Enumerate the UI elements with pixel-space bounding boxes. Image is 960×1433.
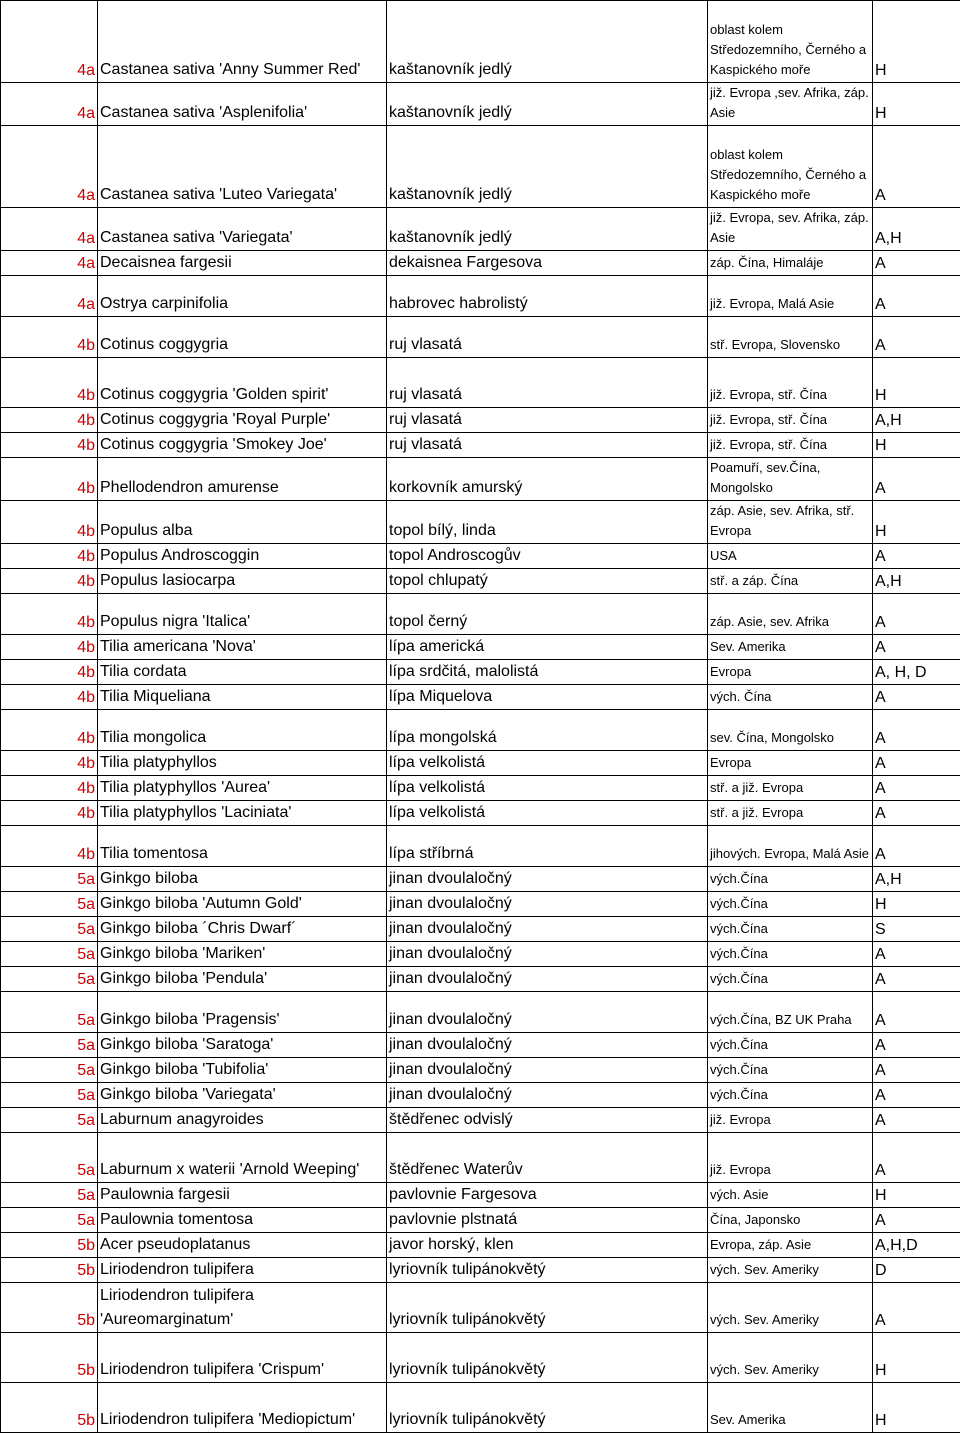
table-row: [1, 126, 960, 208]
czech-name-cell: jinan dvoulaločný: [387, 1058, 708, 1083]
czech-name-cell: lípa Miquelova: [387, 685, 708, 710]
table-row: [1, 826, 960, 867]
use-code-cell: H: [873, 892, 960, 917]
latin-name-cell: Cotinus coggygria: [98, 317, 387, 358]
latin-name-cell: Cotinus coggygria 'Royal Purple': [98, 408, 387, 433]
origin-cell: již. Evropa, stř. Čína: [708, 408, 873, 433]
latin-name-cell: Castanea sativa 'Luteo Variegata': [98, 126, 387, 208]
latin-name-cell: Decaisnea fargesii: [98, 251, 387, 276]
table-row: [1, 801, 960, 826]
table-row: [1, 776, 960, 801]
origin-cell: Evropa: [708, 751, 873, 776]
table-row: [1, 892, 960, 917]
latin-name-cell: Castanea sativa 'Variegata': [98, 208, 387, 251]
table-row: [1, 544, 960, 569]
czech-name-cell: lyriovník tulipánokvětý: [387, 1333, 708, 1383]
use-code-cell: H: [873, 83, 960, 126]
origin-cell: již. Evropa, stř. Čína: [708, 433, 873, 458]
origin-cell: Sev. Amerika: [708, 635, 873, 660]
use-code-cell: A: [873, 1208, 960, 1233]
use-code-cell: A: [873, 1083, 960, 1108]
use-code-cell: A: [873, 1058, 960, 1083]
plant-table-body: [1, 1, 960, 1433]
table-row: [1, 1233, 960, 1258]
latin-name-cell: Tilia platyphyllos: [98, 751, 387, 776]
latin-name-cell: Paulownia fargesii: [98, 1183, 387, 1208]
zone-cell: 5a: [1, 1058, 98, 1083]
latin-name-cell: Ginkgo biloba 'Pendula': [98, 967, 387, 992]
table-row: [1, 594, 960, 635]
zone-cell: 4b: [1, 660, 98, 685]
latin-name-cell: Phellodendron amurense: [98, 458, 387, 501]
czech-name-cell: korkovník amurský: [387, 458, 708, 501]
latin-name-cell: Cotinus coggygria 'Smokey Joe': [98, 433, 387, 458]
zone-cell: 4b: [1, 801, 98, 826]
origin-cell: záp. Asie, sev. Afrika: [708, 594, 873, 635]
latin-name-cell: Ginkgo biloba ´Chris Dwarf´: [98, 917, 387, 942]
czech-name-cell: lípa srdčitá, malolistá: [387, 660, 708, 685]
origin-cell: stř. Evropa, Slovensko: [708, 317, 873, 358]
zone-cell: 5b: [1, 1258, 98, 1283]
czech-name-cell: topol černý: [387, 594, 708, 635]
table-row: [1, 1133, 960, 1183]
zone-cell: 4b: [1, 317, 98, 358]
use-code-cell: H: [873, 501, 960, 544]
table-row: [1, 251, 960, 276]
use-code-cell: A: [873, 251, 960, 276]
czech-name-cell: ruj vlasatá: [387, 358, 708, 408]
table-row: [1, 1058, 960, 1083]
zone-cell: 5a: [1, 1208, 98, 1233]
table-row: [1, 1033, 960, 1058]
zone-cell: 4a: [1, 126, 98, 208]
table-row: [1, 569, 960, 594]
zone-cell: 4a: [1, 251, 98, 276]
use-code-cell: A: [873, 594, 960, 635]
czech-name-cell: lípa velkolistá: [387, 751, 708, 776]
zone-cell: 4b: [1, 544, 98, 569]
zone-cell: 4b: [1, 776, 98, 801]
latin-name-cell: Paulownia tomentosa: [98, 1208, 387, 1233]
czech-name-cell: lyriovník tulipánokvětý: [387, 1283, 708, 1333]
use-code-cell: A: [873, 126, 960, 208]
czech-name-cell: topol bílý, linda: [387, 501, 708, 544]
latin-name-cell: Populus lasiocarpa: [98, 569, 387, 594]
latin-name-cell: Populus nigra 'Italica': [98, 594, 387, 635]
use-code-cell: A,H: [873, 569, 960, 594]
zone-cell: 5a: [1, 892, 98, 917]
origin-cell: již. Evropa: [708, 1108, 873, 1133]
origin-cell: záp. Asie, sev. Afrika, stř. Evropa: [708, 501, 873, 544]
latin-name-cell: Tilia cordata: [98, 660, 387, 685]
origin-cell: vých. Čína: [708, 685, 873, 710]
czech-name-cell: ruj vlasatá: [387, 408, 708, 433]
origin-cell: Evropa: [708, 660, 873, 685]
zone-cell: 5a: [1, 992, 98, 1033]
latin-name-cell: Ostrya carpinifolia: [98, 276, 387, 317]
use-code-cell: A: [873, 685, 960, 710]
zone-cell: 5a: [1, 1133, 98, 1183]
latin-name-cell: Ginkgo biloba 'Variegata': [98, 1083, 387, 1108]
origin-cell: vých.Čína: [708, 917, 873, 942]
table-row: [1, 710, 960, 751]
latin-name-cell: Tilia platyphyllos 'Laciniata': [98, 801, 387, 826]
origin-cell: záp. Čína, Himaláje: [708, 251, 873, 276]
latin-name-cell: Castanea sativa 'Asplenifolia': [98, 83, 387, 126]
czech-name-cell: kaštanovník jedlý: [387, 83, 708, 126]
czech-name-cell: jinan dvoulaločný: [387, 1083, 708, 1108]
czech-name-cell: kaštanovník jedlý: [387, 1, 708, 83]
czech-name-cell: jinan dvoulaločný: [387, 992, 708, 1033]
latin-name-cell: Populus alba: [98, 501, 387, 544]
czech-name-cell: jinan dvoulaločný: [387, 942, 708, 967]
czech-name-cell: ruj vlasatá: [387, 433, 708, 458]
czech-name-cell: štědřenec Waterův: [387, 1133, 708, 1183]
latin-name-cell: Acer pseudoplatanus: [98, 1233, 387, 1258]
latin-name-cell: Ginkgo biloba 'Autumn Gold': [98, 892, 387, 917]
czech-name-cell: topol chlupatý: [387, 569, 708, 594]
table-row: [1, 501, 960, 544]
latin-name-cell: Ginkgo biloba 'Mariken': [98, 942, 387, 967]
latin-name-cell: Ginkgo biloba 'Pragensis': [98, 992, 387, 1033]
use-code-cell: A: [873, 801, 960, 826]
table-row: [1, 1258, 960, 1283]
zone-cell: 4b: [1, 826, 98, 867]
czech-name-cell: lípa mongolská: [387, 710, 708, 751]
table-row: [1, 992, 960, 1033]
zone-cell: 5b: [1, 1233, 98, 1258]
use-code-cell: H: [873, 1333, 960, 1383]
use-code-cell: H: [873, 1383, 960, 1433]
latin-name-cell: Ginkgo biloba 'Saratoga': [98, 1033, 387, 1058]
zone-cell: 5b: [1, 1333, 98, 1383]
latin-name-cell: Ginkgo biloba: [98, 867, 387, 892]
zone-cell: 4a: [1, 1, 98, 83]
origin-cell: oblast kolem Středozemního, Černého a Kaspického moře: [708, 126, 873, 208]
latin-name-cell: Castanea sativa 'Anny Summer Red': [98, 1, 387, 83]
origin-cell: vých. Sev. Ameriky: [708, 1333, 873, 1383]
czech-name-cell: lyriovník tulipánokvětý: [387, 1383, 708, 1433]
czech-name-cell: lípa velkolistá: [387, 776, 708, 801]
czech-name-cell: ruj vlasatá: [387, 317, 708, 358]
czech-name-cell: lípa americká: [387, 635, 708, 660]
use-code-cell: A,H: [873, 208, 960, 251]
czech-name-cell: lyriovník tulipánokvětý: [387, 1258, 708, 1283]
zone-cell: 4b: [1, 635, 98, 660]
use-code-cell: S: [873, 917, 960, 942]
use-code-cell: A: [873, 635, 960, 660]
origin-cell: již. Evropa ,sev. Afrika, záp. Asie: [708, 83, 873, 126]
czech-name-cell: topol Androscogův: [387, 544, 708, 569]
zone-cell: 5a: [1, 867, 98, 892]
table-row: [1, 1108, 960, 1133]
latin-name-cell: Tilia Miqueliana: [98, 685, 387, 710]
latin-name-cell: Tilia americana 'Nova': [98, 635, 387, 660]
origin-cell: již. Evropa, stř. Čína: [708, 358, 873, 408]
table-row: [1, 635, 960, 660]
use-code-cell: A: [873, 967, 960, 992]
czech-name-cell: kaštanovník jedlý: [387, 208, 708, 251]
zone-cell: 4b: [1, 710, 98, 751]
origin-cell: vých.Čína, BZ UK Praha: [708, 992, 873, 1033]
table-row: [1, 458, 960, 501]
czech-name-cell: pavlovnie Fargesova: [387, 1183, 708, 1208]
origin-cell: vých.Čína: [708, 967, 873, 992]
use-code-cell: D: [873, 1258, 960, 1283]
zone-cell: 4b: [1, 458, 98, 501]
use-code-cell: A, H, D: [873, 660, 960, 685]
latin-name-cell: Populus Androscoggin: [98, 544, 387, 569]
use-code-cell: H: [873, 1, 960, 83]
use-code-cell: A: [873, 751, 960, 776]
origin-cell: oblast kolem Středozemního, Černého a Kaspického moře: [708, 1, 873, 83]
use-code-cell: A,H: [873, 408, 960, 433]
latin-name-cell: Liriodendron tulipifera 'Crispum': [98, 1333, 387, 1383]
origin-cell: stř. a již. Evropa: [708, 801, 873, 826]
table-row: [1, 967, 960, 992]
zone-cell: 4b: [1, 594, 98, 635]
use-code-cell: A,H: [873, 867, 960, 892]
zone-cell: 4b: [1, 408, 98, 433]
czech-name-cell: jinan dvoulaločný: [387, 867, 708, 892]
czech-name-cell: pavlovnie plstnatá: [387, 1208, 708, 1233]
czech-name-cell: lípa velkolistá: [387, 801, 708, 826]
table-row: [1, 208, 960, 251]
table-row: [1, 317, 960, 358]
czech-name-cell: jinan dvoulaločný: [387, 892, 708, 917]
zone-cell: 4b: [1, 501, 98, 544]
origin-cell: vých.Čína: [708, 892, 873, 917]
zone-cell: 4b: [1, 685, 98, 710]
origin-cell: vých.Čína: [708, 1058, 873, 1083]
origin-cell: Sev. Amerika: [708, 1383, 873, 1433]
origin-cell: vých. Sev. Ameriky: [708, 1283, 873, 1333]
czech-name-cell: kaštanovník jedlý: [387, 126, 708, 208]
latin-name-cell: Cotinus coggygria 'Golden spirit': [98, 358, 387, 408]
origin-cell: sev. Čína, Mongolsko: [708, 710, 873, 751]
latin-name-cell: Tilia tomentosa: [98, 826, 387, 867]
use-code-cell: A: [873, 942, 960, 967]
use-code-cell: A: [873, 317, 960, 358]
use-code-cell: A: [873, 710, 960, 751]
table-row: [1, 685, 960, 710]
origin-cell: vých.Čína: [708, 1033, 873, 1058]
table-row: [1, 1208, 960, 1233]
origin-cell: vých.Čína: [708, 942, 873, 967]
zone-cell: 5b: [1, 1283, 98, 1333]
origin-cell: vých.Čína: [708, 867, 873, 892]
table-row: [1, 1333, 960, 1383]
zone-cell: 5a: [1, 1108, 98, 1133]
origin-cell: jihových. Evropa, Malá Asie: [708, 826, 873, 867]
origin-cell: Poamuří, sev.Čína, Mongolsko: [708, 458, 873, 501]
table-row: [1, 358, 960, 408]
use-code-cell: A: [873, 1108, 960, 1133]
origin-cell: Čína, Japonsko: [708, 1208, 873, 1233]
zone-cell: 5a: [1, 1183, 98, 1208]
zone-cell: 4a: [1, 208, 98, 251]
origin-cell: již. Evropa, sev. Afrika, záp. Asie: [708, 208, 873, 251]
latin-name-cell: Laburnum x waterii 'Arnold Weeping': [98, 1133, 387, 1183]
czech-name-cell: jinan dvoulaločný: [387, 1033, 708, 1058]
table-row: [1, 276, 960, 317]
origin-cell: vých. Asie: [708, 1183, 873, 1208]
table-row: [1, 1383, 960, 1433]
use-code-cell: H: [873, 1183, 960, 1208]
table-row: [1, 1283, 960, 1333]
use-code-cell: A: [873, 992, 960, 1033]
zone-cell: 4b: [1, 751, 98, 776]
zone-cell: 4b: [1, 569, 98, 594]
use-code-cell: A,H,D: [873, 1233, 960, 1258]
origin-cell: již. Evropa, Malá Asie: [708, 276, 873, 317]
czech-name-cell: štědřenec odvislý: [387, 1108, 708, 1133]
table-row: [1, 433, 960, 458]
table-row: [1, 1183, 960, 1208]
table-row: [1, 660, 960, 685]
table-row: [1, 917, 960, 942]
latin-name-cell: Tilia platyphyllos 'Aurea': [98, 776, 387, 801]
use-code-cell: A: [873, 458, 960, 501]
zone-cell: 4a: [1, 276, 98, 317]
use-code-cell: A: [873, 1283, 960, 1333]
origin-cell: stř. a již. Evropa: [708, 776, 873, 801]
latin-name-cell: Laburnum anagyroides: [98, 1108, 387, 1133]
origin-cell: vých.Čína: [708, 1083, 873, 1108]
czech-name-cell: javor horský, klen: [387, 1233, 708, 1258]
origin-cell: stř. a záp. Čína: [708, 569, 873, 594]
use-code-cell: A: [873, 1133, 960, 1183]
czech-name-cell: lípa stříbrná: [387, 826, 708, 867]
zone-cell: 5a: [1, 942, 98, 967]
table-row: [1, 867, 960, 892]
latin-name-cell: Tilia mongolica: [98, 710, 387, 751]
zone-cell: 5a: [1, 1033, 98, 1058]
use-code-cell: A: [873, 1033, 960, 1058]
zone-cell: 5b: [1, 1383, 98, 1433]
table-row: [1, 408, 960, 433]
czech-name-cell: jinan dvoulaločný: [387, 967, 708, 992]
latin-name-cell: Ginkgo biloba 'Tubifolia': [98, 1058, 387, 1083]
zone-cell: 4a: [1, 83, 98, 126]
use-code-cell: A: [873, 276, 960, 317]
origin-cell: USA: [708, 544, 873, 569]
use-code-cell: A: [873, 776, 960, 801]
use-code-cell: A: [873, 826, 960, 867]
latin-name-cell: Liriodendron tulipifera 'Aureomarginatum': [98, 1283, 387, 1333]
origin-cell: již. Evropa: [708, 1133, 873, 1183]
use-code-cell: A: [873, 544, 960, 569]
use-code-cell: H: [873, 358, 960, 408]
origin-cell: Evropa, záp. Asie: [708, 1233, 873, 1258]
latin-name-cell: Liriodendron tulipifera 'Mediopictum': [98, 1383, 387, 1433]
table-row: [1, 1, 960, 83]
czech-name-cell: dekaisnea Fargesova: [387, 251, 708, 276]
zone-cell: 4b: [1, 358, 98, 408]
czech-name-cell: habrovec habrolistý: [387, 276, 708, 317]
table-row: [1, 83, 960, 126]
czech-name-cell: jinan dvoulaločný: [387, 917, 708, 942]
zone-cell: 5a: [1, 1083, 98, 1108]
zone-cell: 5a: [1, 917, 98, 942]
zone-cell: 4b: [1, 433, 98, 458]
table-row: [1, 1083, 960, 1108]
table-row: [1, 942, 960, 967]
use-code-cell: H: [873, 433, 960, 458]
zone-cell: 5a: [1, 967, 98, 992]
origin-cell: vých. Sev. Ameriky: [708, 1258, 873, 1283]
table-row: [1, 751, 960, 776]
latin-name-cell: Liriodendron tulipifera: [98, 1258, 387, 1283]
